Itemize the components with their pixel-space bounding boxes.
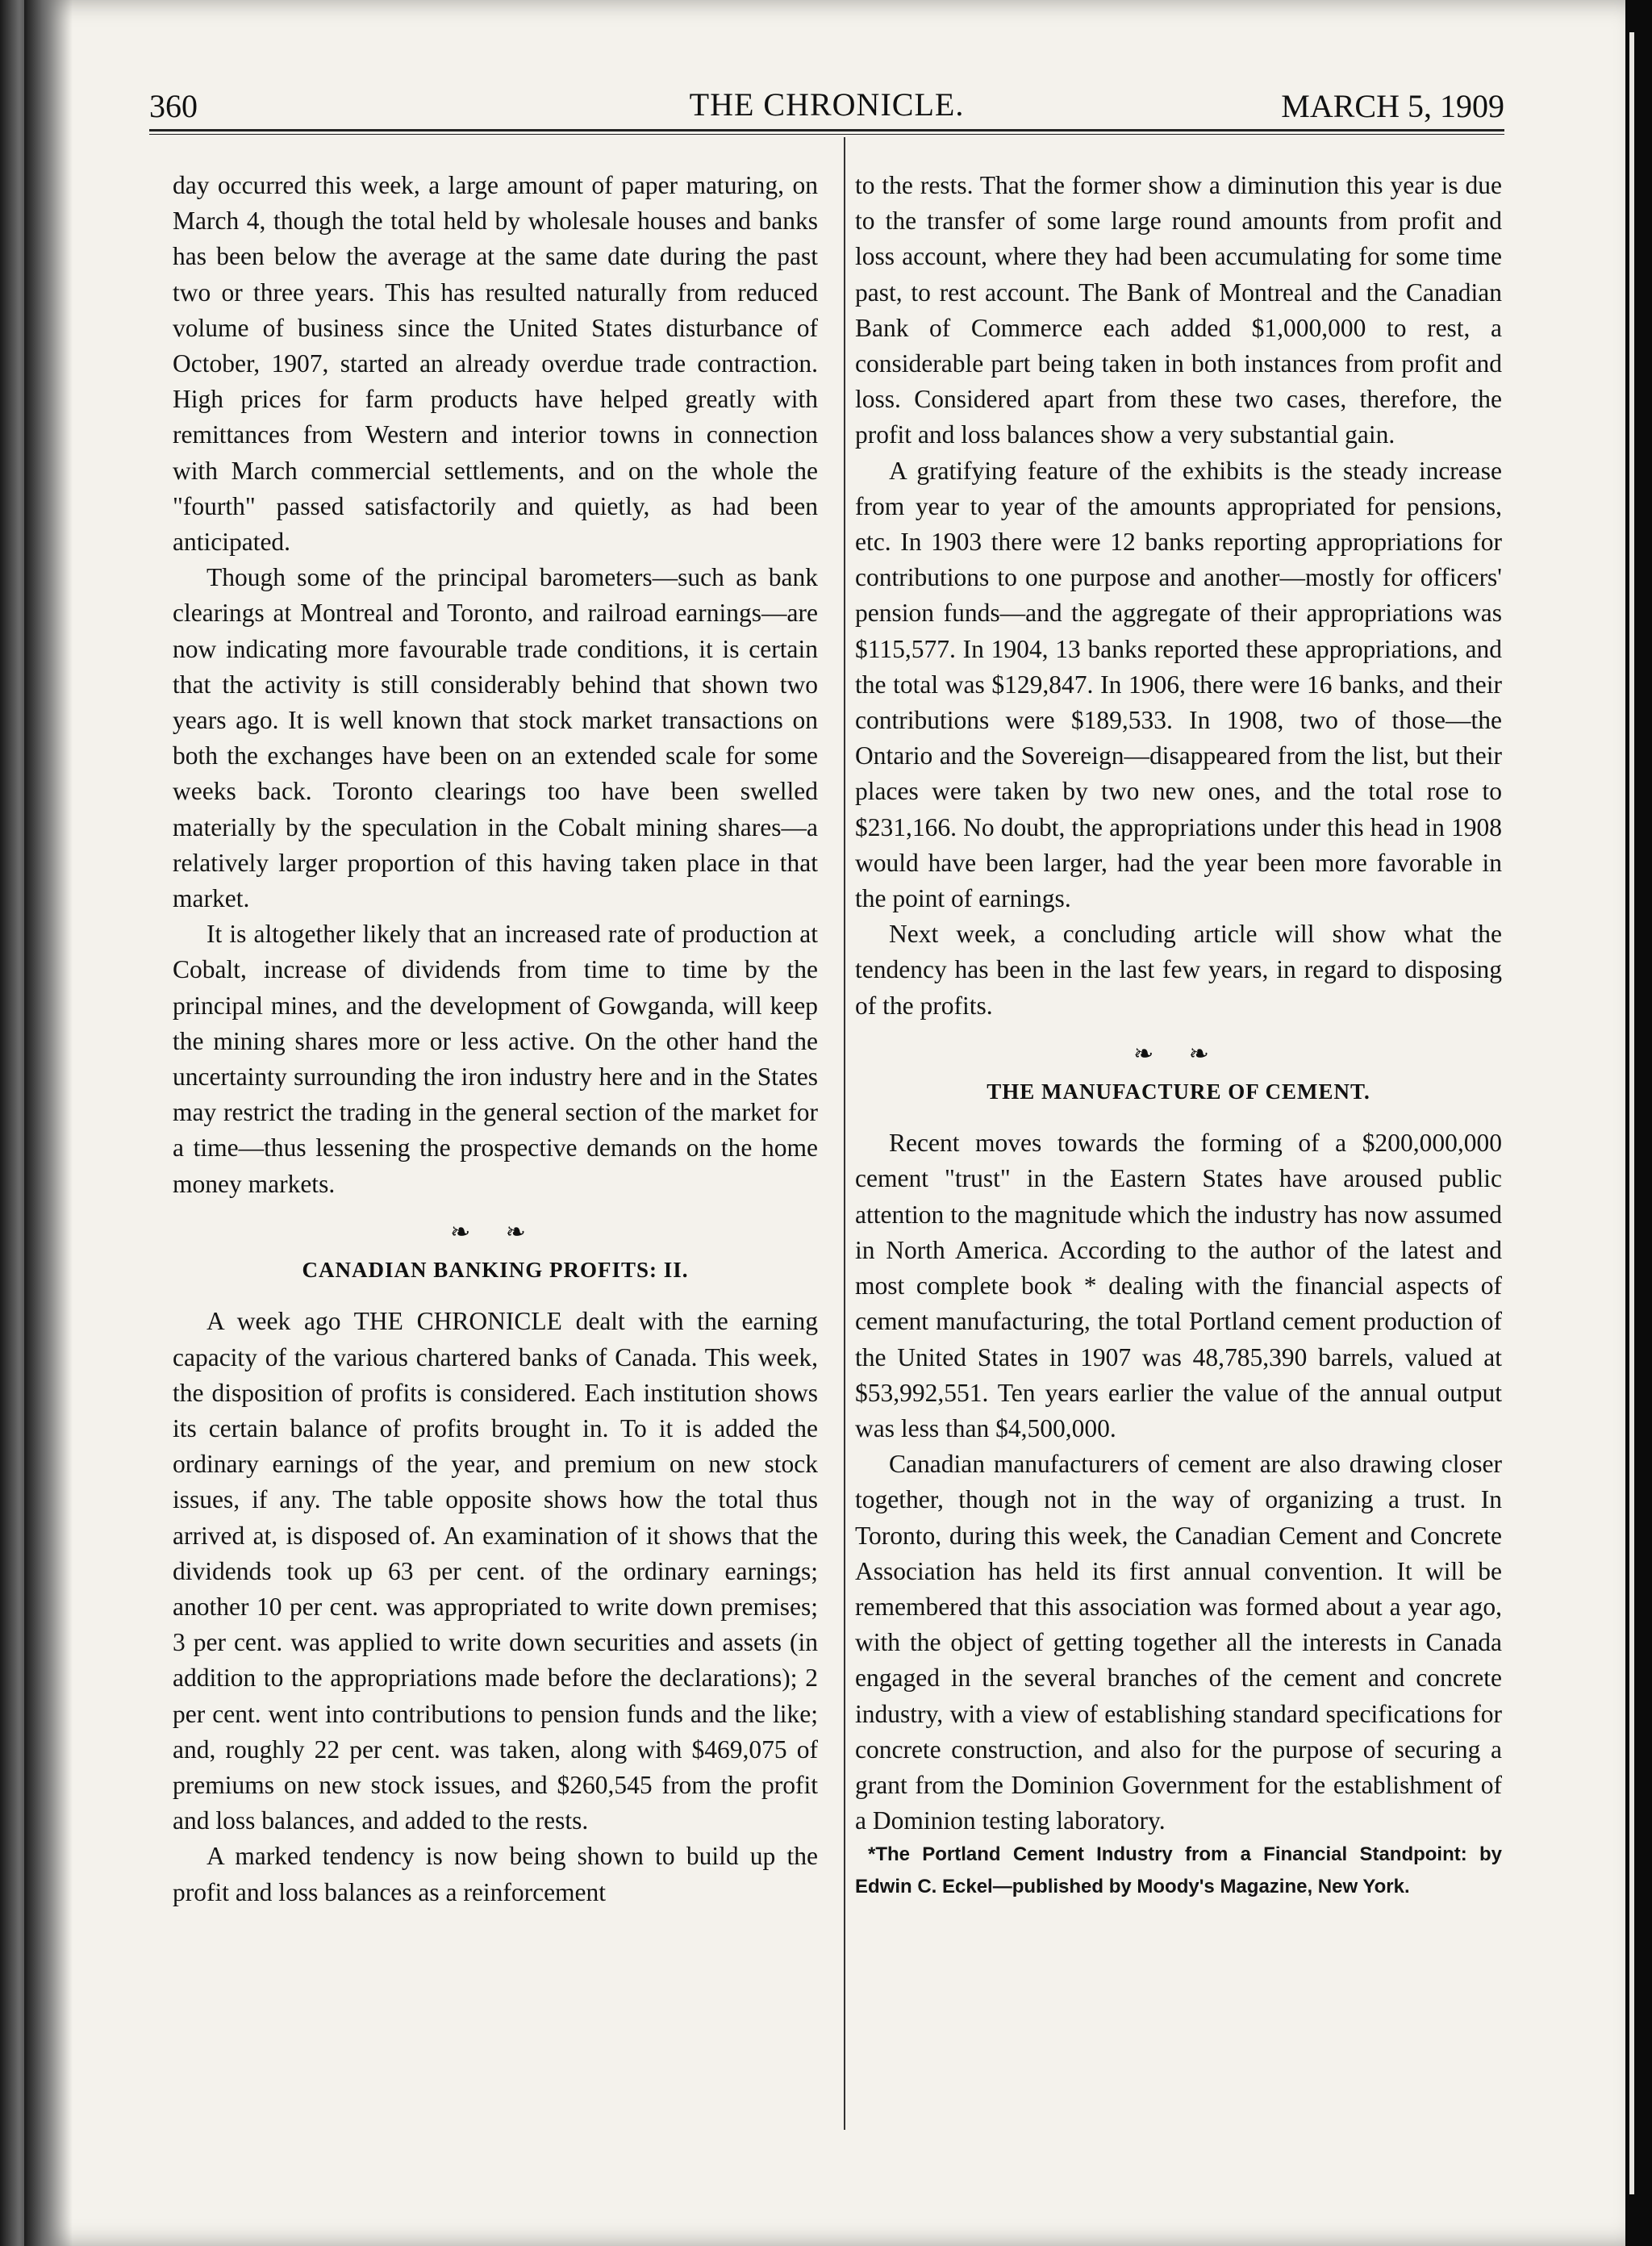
paragraph: Canadian manufacturers of cement are also drawing closer together, though not in the way of organizing a trust. In Toronto, during this week, the Canadian Cement and Concrete Association has held its first annual convention. It will be remembered that this association was formed about a year ago, with the object of getting together all the interests in Canada engaged in the several branches of the cement and concrete industry, with a view of establishing standard specifications for concrete construction, and also for the purpose of securing a grant from the Dominion Government for the establishment of a Dominion testing laboratory.: [855, 1450, 1502, 1835]
page-header: [149, 81, 1504, 129]
section-title: CANADIAN BANKING PROFITS: II.: [302, 1258, 689, 1283]
page-gutter-shadow: [24, 0, 73, 2246]
running-title: THE CHRONICLE.: [689, 86, 965, 123]
column-divider: [844, 137, 845, 2130]
section-ornament: ❧ ❧: [1133, 1040, 1224, 1067]
paragraph: Recent moves towards the forming of a $200,000,000 cement "trust" in the Eastern States have aroused public attention to the magnitude which the industry has now assumed in North America. According to the author of the latest and most complete book * dealing with the financial aspects of cement manufacturing, the total Portland cement production of the United States in 1907 was 48,785,390 barrels, valued at $53,992,551. Ten years earlier the value of the annual output was less than $4,500,000.: [855, 1129, 1502, 1442]
section-ornament: ❧ ❧: [450, 1218, 540, 1246]
paragraph: Though some of the principal barometers—such as bank clearings at Montreal and Toronto, and railroad earnings—are now indicating more favourable trade conditions, it is certain that the activity is still considerably behind that shown two years ago. It is well known that stock market transactions on both the exchanges have been on an extended scale for some weeks back. Toronto clearings too have been swelled materially by the speculation in the Cobalt mining shares—a relatively larger proportion of this having taken place in that market.: [173, 563, 818, 913]
paragraph: A marked tendency is now being shown to build up the profit and loss balances as a reinforcement: [173, 1842, 818, 1906]
section-title: THE MANUFACTURE OF CEMENT.: [987, 1079, 1370, 1104]
page-number: 360: [149, 88, 198, 124]
paragraph: day occurred this week, a large amount of paper maturing, on March 4, though the total held by wholesale houses and banks has been below the average at the same date during the past two or three years. This has resulted naturally from reduced volume of business since the United States disturbance of October, 1907, started an already overdue trade contraction. High prices for farm products have helped greatly with remittances from Western and interior towns in connection with March commercial settlements, and on the whole the "fourth" passed satisfactorily and quietly, as had been anticipated.: [173, 171, 818, 557]
paragraph: A week ago THE CHRONICLE dealt with the earning capacity of the various chartered banks of Canada. This week, the disposition of profits is considered. Each institution shows its certain balance of profits brought in. To it is added the ordinary earnings of the year, and premium on new stock issues, if any. The table opposite shows how the total thus arrived at, is disposed of. An examination of it shows that the dividends took up 63 per cent. of the ordinary earnings; another 10 per cent. was appropriated to write down premises; 3 per cent. was applied to write down securities and assets (in addition to the appropriations made before the declarations); 2 per cent. went into contributions to pension funds and the like; and, roughly 22 per cent. was taken, along with $469,075 of premiums on new stock issues, and $260,545 from the profit and loss balances, and added to the rests.: [173, 1307, 818, 1835]
header-rule: [149, 129, 1504, 135]
paragraph: It is altogether likely that an increased rate of production at Cobalt, increase of dividends from time to time by the principal mines, and the development of Gowganda, will keep the mining shares more or less active. On the other hand the uncertainty surrounding the iron industry here and in the States may restrict the trading in the general section of the market for a time—thus lessening the prospective demands on the home money markets.: [173, 920, 818, 1198]
scan-edge-line: [1629, 32, 1634, 2194]
right-column: [855, 168, 1502, 1903]
paragraph: to the rests. That the former show a diminution this year is due to the transfer of some large round amounts from profit and loss account, where they had been accumulating for some time past, to rest account. The Bank of Montreal and the Canadian Bank of Commerce each added $1,000,000 to rest, a considerable part being taken in both instances from profit and loss. Considered apart from these two cases, therefore, the profit and loss balances show a very substantial gain.: [855, 171, 1502, 449]
paragraph: Next week, a concluding article will show what the tendency has been in the last few years, in regard to disposing of the profits.: [855, 920, 1502, 1020]
issue-date: MARCH 5, 1909: [1281, 88, 1504, 124]
footnote: *The Portland Cement Industry from a Financial Standpoint: by Edwin C. Eckel—published by Moody's Magazine, New York.: [855, 1843, 1502, 1898]
left-column: [173, 168, 818, 1910]
paragraph: A gratifying feature of the exhibits is the steady increase from year to year of the amounts appropriated for pensions, etc. In 1903 there were 12 banks reporting appropriations for contributions to one purpose and another—mostly for officers' pension funds—and the aggregate of their appropriations was $115,577. In 1904, 13 banks reported these appropriations, and the total was $129,847. In 1906, there were 16 banks, and their contributions were $189,533. In 1908, two of those—the Ontario and the Sovereign—disappeared from the list, but their places were taken by two new ones, and the total rose to $231,166. No doubt, the appropriations under this head in 1908 would have been larger, had the year been more favorable in the point of earnings.: [855, 456, 1502, 913]
